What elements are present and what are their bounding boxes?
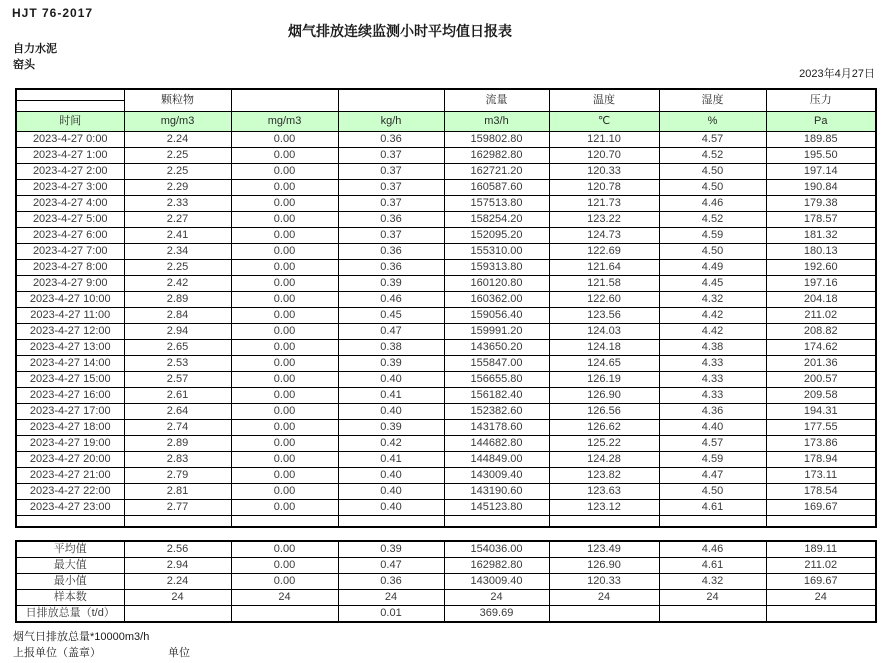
value-cell: 152095.20 (444, 227, 549, 243)
value-cell: 143009.40 (444, 574, 549, 590)
row-label-cell: 2023-4-27 4:00 (16, 195, 124, 211)
value-cell: 2.77 (124, 499, 231, 515)
value-cell: 123.82 (549, 467, 659, 483)
value-cell: 0.00 (231, 467, 338, 483)
value-cell: 4.46 (659, 541, 766, 558)
value-cell: 124.65 (549, 355, 659, 371)
value-cell: 126.90 (549, 558, 659, 574)
value-cell: 0.00 (231, 291, 338, 307)
value-cell: 120.70 (549, 147, 659, 163)
value-cell: 0.38 (338, 339, 444, 355)
value-cell: 124.28 (549, 451, 659, 467)
value-cell: 162982.80 (444, 558, 549, 574)
value-cell: 0.36 (338, 131, 444, 147)
value-cell: 4.52 (659, 147, 766, 163)
value-cell: 162721.20 (444, 163, 549, 179)
col-header-pressure-unit: Pa (766, 111, 876, 131)
col-header-flow-unit: m3/h (444, 111, 549, 131)
value-cell: 0.40 (338, 371, 444, 387)
hourly-data-row (16, 243, 876, 259)
value-cell: 160587.60 (444, 179, 549, 195)
station-name: 窑头 (13, 59, 35, 71)
doc-number: HJT 76-2017 (12, 6, 94, 20)
value-cell: 195.50 (766, 147, 876, 163)
value-cell: 143178.60 (444, 419, 549, 435)
row-label-cell: 2023-4-27 11:00 (16, 307, 124, 323)
empty-cell (16, 515, 124, 527)
value-cell: 24 (444, 590, 549, 606)
value-cell: 0.00 (231, 451, 338, 467)
col-header-pm-rate-unit: kg/h (338, 111, 444, 131)
header-corner-top-cell (16, 89, 124, 100)
value-cell: 24 (338, 590, 444, 606)
hourly-data-row (16, 387, 876, 403)
value-cell: 0.01 (338, 606, 444, 623)
value-cell: 4.61 (659, 499, 766, 515)
value-cell: 155847.00 (444, 355, 549, 371)
value-cell: 2.42 (124, 275, 231, 291)
value-cell: 0.39 (338, 355, 444, 371)
value-cell: 0.40 (338, 467, 444, 483)
value-cell: 197.16 (766, 275, 876, 291)
value-cell: 126.56 (549, 403, 659, 419)
value-cell: 0.42 (338, 435, 444, 451)
value-cell: 0.37 (338, 195, 444, 211)
summary-statistics-table (15, 540, 877, 623)
value-cell: 2.24 (124, 574, 231, 590)
value-cell: 144849.00 (444, 451, 549, 467)
row-label-cell: 2023-4-27 1:00 (16, 147, 124, 163)
value-cell: 2.33 (124, 195, 231, 211)
hourly-data-row (16, 307, 876, 323)
row-label-cell: 2023-4-27 8:00 (16, 259, 124, 275)
hourly-data-row (16, 227, 876, 243)
value-cell: 4.50 (659, 179, 766, 195)
value-cell: 2.65 (124, 339, 231, 355)
value-cell: 2.56 (124, 541, 231, 558)
value-cell: 143190.60 (444, 483, 549, 499)
hourly-data-row (16, 451, 876, 467)
value-cell (549, 606, 659, 623)
value-cell: 4.36 (659, 403, 766, 419)
value-cell: 4.49 (659, 259, 766, 275)
value-cell: 4.59 (659, 451, 766, 467)
value-cell: 160362.00 (444, 291, 549, 307)
value-cell: 2.79 (124, 467, 231, 483)
value-cell: 162982.80 (444, 147, 549, 163)
value-cell: 0.00 (231, 558, 338, 574)
value-cell: 24 (766, 590, 876, 606)
unit-header-row (16, 111, 876, 131)
hourly-data-row (16, 291, 876, 307)
value-cell: 2.24 (124, 131, 231, 147)
value-cell: 0.36 (338, 574, 444, 590)
value-cell: 24 (231, 590, 338, 606)
summary-row (16, 606, 876, 623)
value-cell: 2.81 (124, 483, 231, 499)
page-title: 烟气排放连续监测小时平均值日报表 (288, 23, 512, 39)
value-cell: 122.69 (549, 243, 659, 259)
value-cell: 122.60 (549, 291, 659, 307)
value-cell: 123.63 (549, 483, 659, 499)
value-cell: 0.00 (231, 275, 338, 291)
row-label-cell: 2023-4-27 0:00 (16, 131, 124, 147)
value-cell: 0.00 (231, 163, 338, 179)
value-cell: 0.39 (338, 275, 444, 291)
value-cell: 4.50 (659, 243, 766, 259)
value-cell: 201.36 (766, 355, 876, 371)
row-label-cell: 2023-4-27 2:00 (16, 163, 124, 179)
value-cell: 211.02 (766, 558, 876, 574)
value-cell: 121.73 (549, 195, 659, 211)
value-cell: 126.90 (549, 387, 659, 403)
value-cell: 0.41 (338, 387, 444, 403)
col-header-time: 时间 (16, 111, 124, 131)
empty-cell (766, 515, 876, 527)
value-cell: 156182.40 (444, 387, 549, 403)
value-cell: 4.52 (659, 211, 766, 227)
row-label-cell: 2023-4-27 7:00 (16, 243, 124, 259)
col-header-temperature-unit: ℃ (549, 111, 659, 131)
row-label-cell: 2023-4-27 18:00 (16, 419, 124, 435)
value-cell: 2.94 (124, 558, 231, 574)
value-cell: 123.12 (549, 499, 659, 515)
value-cell: 4.40 (659, 419, 766, 435)
row-label-cell: 2023-4-27 17:00 (16, 403, 124, 419)
reporting-unit-label: 上报单位（盖章） (13, 647, 101, 659)
value-cell: 190.84 (766, 179, 876, 195)
hourly-data-row (16, 163, 876, 179)
value-cell: 120.78 (549, 179, 659, 195)
value-cell: 0.37 (338, 147, 444, 163)
value-cell: 4.57 (659, 435, 766, 451)
value-cell: 4.50 (659, 163, 766, 179)
value-cell: 0.00 (231, 243, 338, 259)
hourly-data-row (16, 131, 876, 147)
row-label-cell: 2023-4-27 19:00 (16, 435, 124, 451)
value-cell: 169.67 (766, 499, 876, 515)
value-cell: 181.32 (766, 227, 876, 243)
value-cell: 189.11 (766, 541, 876, 558)
hourly-data-row (16, 435, 876, 451)
value-cell (231, 606, 338, 623)
hourly-data-row (16, 195, 876, 211)
value-cell: 173.86 (766, 435, 876, 451)
group-header-humidity: 湿度 (659, 89, 766, 111)
group-header-row (16, 89, 876, 100)
value-cell: 0.37 (338, 227, 444, 243)
value-cell: 197.14 (766, 163, 876, 179)
value-cell: 123.22 (549, 211, 659, 227)
value-cell (659, 606, 766, 623)
value-cell: 2.34 (124, 243, 231, 259)
value-cell: 194.31 (766, 403, 876, 419)
value-cell: 4.57 (659, 131, 766, 147)
value-cell: 4.47 (659, 467, 766, 483)
value-cell: 0.00 (231, 355, 338, 371)
value-cell: 369.69 (444, 606, 549, 623)
row-label-cell: 2023-4-27 3:00 (16, 179, 124, 195)
value-cell: 0.00 (231, 499, 338, 515)
hourly-data-row (16, 467, 876, 483)
empty-cell (659, 515, 766, 527)
value-cell: 4.33 (659, 387, 766, 403)
col-header-humidity-unit: % (659, 111, 766, 131)
row-label-cell: 2023-4-27 12:00 (16, 323, 124, 339)
hourly-data-row (16, 339, 876, 355)
hourly-data-row (16, 483, 876, 499)
header-corner-bottom-cell (16, 100, 124, 111)
value-cell: 4.32 (659, 574, 766, 590)
value-cell: 0.41 (338, 451, 444, 467)
hourly-data-row (16, 147, 876, 163)
value-cell: 123.49 (549, 541, 659, 558)
group-header-pressure: 压力 (766, 89, 876, 111)
hourly-data-row (16, 179, 876, 195)
value-cell: 144682.80 (444, 435, 549, 451)
hourly-data-row (16, 403, 876, 419)
company-name: 自力水泥 (13, 43, 57, 55)
row-label-cell: 2023-4-27 6:00 (16, 227, 124, 243)
empty-cell (338, 515, 444, 527)
value-cell: 145123.80 (444, 499, 549, 515)
hourly-values-table (15, 88, 877, 528)
value-cell: 208.82 (766, 323, 876, 339)
row-label-cell: 2023-4-27 16:00 (16, 387, 124, 403)
value-cell: 0.00 (231, 574, 338, 590)
row-label-cell: 2023-4-27 22:00 (16, 483, 124, 499)
value-cell: 173.11 (766, 467, 876, 483)
value-cell: 209.58 (766, 387, 876, 403)
row-label-cell: 最小值 (16, 574, 124, 590)
unit-label: 单位 (168, 647, 190, 659)
value-cell: 2.83 (124, 451, 231, 467)
group-header-particulate: 颗粒物 (124, 89, 231, 111)
value-cell: 152382.60 (444, 403, 549, 419)
value-cell: 4.59 (659, 227, 766, 243)
value-cell: 2.25 (124, 147, 231, 163)
value-cell: 0.00 (231, 211, 338, 227)
value-cell: 4.42 (659, 323, 766, 339)
row-label-cell: 最大值 (16, 558, 124, 574)
summary-row (16, 558, 876, 574)
value-cell: 143650.20 (444, 339, 549, 355)
value-cell: 125.22 (549, 435, 659, 451)
value-cell: 143009.40 (444, 467, 549, 483)
value-cell: 0.00 (231, 403, 338, 419)
value-cell: 0.36 (338, 211, 444, 227)
value-cell: 2.41 (124, 227, 231, 243)
value-cell: 204.18 (766, 291, 876, 307)
value-cell: 0.00 (231, 387, 338, 403)
hourly-data-row (16, 259, 876, 275)
value-cell: 159991.20 (444, 323, 549, 339)
row-label-cell: 2023-4-27 20:00 (16, 451, 124, 467)
group-header-flow: 流量 (444, 89, 549, 111)
value-cell: 126.62 (549, 419, 659, 435)
value-cell: 124.73 (549, 227, 659, 243)
value-cell: 0.40 (338, 403, 444, 419)
empty-cell (231, 515, 338, 527)
value-cell: 157513.80 (444, 195, 549, 211)
row-label-cell: 2023-4-27 10:00 (16, 291, 124, 307)
value-cell: 0.00 (231, 259, 338, 275)
value-cell: 0.00 (231, 179, 338, 195)
value-cell: 189.85 (766, 131, 876, 147)
value-cell: 4.50 (659, 483, 766, 499)
hourly-data-row (16, 211, 876, 227)
value-cell: 0.00 (231, 483, 338, 499)
value-cell: 24 (549, 590, 659, 606)
value-cell: 0.37 (338, 179, 444, 195)
row-label-cell: 2023-4-27 13:00 (16, 339, 124, 355)
value-cell: 124.18 (549, 339, 659, 355)
group-header-blank-2 (338, 89, 444, 111)
value-cell: 4.46 (659, 195, 766, 211)
summary-row (16, 574, 876, 590)
row-label-cell: 2023-4-27 5:00 (16, 211, 124, 227)
value-cell: 160120.80 (444, 275, 549, 291)
value-cell: 0.40 (338, 483, 444, 499)
value-cell: 121.10 (549, 131, 659, 147)
value-cell: 0.00 (231, 339, 338, 355)
col-header-pm-conc-unit: mg/m3 (124, 111, 231, 131)
hourly-data-row (16, 371, 876, 387)
value-cell: 24 (659, 590, 766, 606)
value-cell: 2.89 (124, 291, 231, 307)
value-cell: 2.64 (124, 403, 231, 419)
hourly-data-row (16, 323, 876, 339)
value-cell: 155310.00 (444, 243, 549, 259)
value-cell: 4.38 (659, 339, 766, 355)
value-cell: 2.89 (124, 435, 231, 451)
value-cell: 192.60 (766, 259, 876, 275)
empty-cell (444, 515, 549, 527)
value-cell: 0.00 (231, 435, 338, 451)
value-cell: 2.29 (124, 179, 231, 195)
value-cell: 4.45 (659, 275, 766, 291)
group-header-blank-1 (231, 89, 338, 111)
value-cell: 211.02 (766, 307, 876, 323)
value-cell: 0.00 (231, 227, 338, 243)
value-cell: 154036.00 (444, 541, 549, 558)
value-cell: 2.25 (124, 259, 231, 275)
value-cell: 178.54 (766, 483, 876, 499)
empty-cell (124, 515, 231, 527)
value-cell: 0.39 (338, 541, 444, 558)
value-cell: 4.32 (659, 291, 766, 307)
value-cell: 0.00 (231, 147, 338, 163)
value-cell: 0.37 (338, 163, 444, 179)
value-cell: 0.47 (338, 323, 444, 339)
value-cell (124, 606, 231, 623)
summary-row (16, 541, 876, 558)
value-cell: 2.61 (124, 387, 231, 403)
value-cell: 2.74 (124, 419, 231, 435)
value-cell (766, 606, 876, 623)
value-cell: 156655.80 (444, 371, 549, 387)
col-header-pm-conc2-unit: mg/m3 (231, 111, 338, 131)
value-cell: 0.00 (231, 195, 338, 211)
value-cell: 0.00 (231, 371, 338, 387)
row-label-cell: 2023-4-27 14:00 (16, 355, 124, 371)
value-cell: 200.57 (766, 371, 876, 387)
value-cell: 159056.40 (444, 307, 549, 323)
row-label-cell: 2023-4-27 21:00 (16, 467, 124, 483)
value-cell: 177.55 (766, 419, 876, 435)
value-cell: 4.42 (659, 307, 766, 323)
value-cell: 0.46 (338, 291, 444, 307)
value-cell: 121.64 (549, 259, 659, 275)
row-label-cell: 2023-4-27 23:00 (16, 499, 124, 515)
value-cell: 24 (124, 590, 231, 606)
row-label-cell: 2023-4-27 9:00 (16, 275, 124, 291)
value-cell: 2.57 (124, 371, 231, 387)
value-cell: 0.36 (338, 259, 444, 275)
value-cell: 169.67 (766, 574, 876, 590)
value-cell: 174.62 (766, 339, 876, 355)
flow-total-note: 烟气日排放总量*10000m3/h (13, 631, 150, 643)
value-cell: 178.94 (766, 451, 876, 467)
value-cell: 4.33 (659, 355, 766, 371)
report-date: 2023年4月27日 (799, 68, 875, 80)
value-cell: 120.33 (549, 163, 659, 179)
value-cell: 120.33 (549, 574, 659, 590)
row-label-cell: 2023-4-27 15:00 (16, 371, 124, 387)
value-cell: 159313.80 (444, 259, 549, 275)
summary-row (16, 590, 876, 606)
value-cell: 2.94 (124, 323, 231, 339)
value-cell: 0.40 (338, 499, 444, 515)
empty-cell (549, 515, 659, 527)
value-cell: 126.19 (549, 371, 659, 387)
value-cell: 158254.20 (444, 211, 549, 227)
group-header-temperature: 温度 (549, 89, 659, 111)
value-cell: 4.61 (659, 558, 766, 574)
value-cell: 0.47 (338, 558, 444, 574)
value-cell: 2.84 (124, 307, 231, 323)
value-cell: 0.00 (231, 419, 338, 435)
value-cell: 178.57 (766, 211, 876, 227)
value-cell: 179.38 (766, 195, 876, 211)
hourly-data-row (16, 355, 876, 371)
value-cell: 4.33 (659, 371, 766, 387)
row-label-cell: 平均值 (16, 541, 124, 558)
spacer-row (16, 515, 876, 527)
value-cell: 2.53 (124, 355, 231, 371)
value-cell: 0.00 (231, 541, 338, 558)
value-cell: 0.39 (338, 419, 444, 435)
value-cell: 0.00 (231, 323, 338, 339)
row-label-cell: 日排放总量（t/d） (16, 606, 124, 623)
value-cell: 0.45 (338, 307, 444, 323)
value-cell: 0.00 (231, 131, 338, 147)
hourly-data-row (16, 275, 876, 291)
hourly-data-row (16, 419, 876, 435)
value-cell: 2.27 (124, 211, 231, 227)
value-cell: 180.13 (766, 243, 876, 259)
value-cell: 123.56 (549, 307, 659, 323)
row-label-cell: 样本数 (16, 590, 124, 606)
value-cell: 0.36 (338, 243, 444, 259)
value-cell: 159802.80 (444, 131, 549, 147)
value-cell: 121.58 (549, 275, 659, 291)
value-cell: 124.03 (549, 323, 659, 339)
value-cell: 0.00 (231, 307, 338, 323)
value-cell: 2.25 (124, 163, 231, 179)
hourly-data-row (16, 499, 876, 515)
